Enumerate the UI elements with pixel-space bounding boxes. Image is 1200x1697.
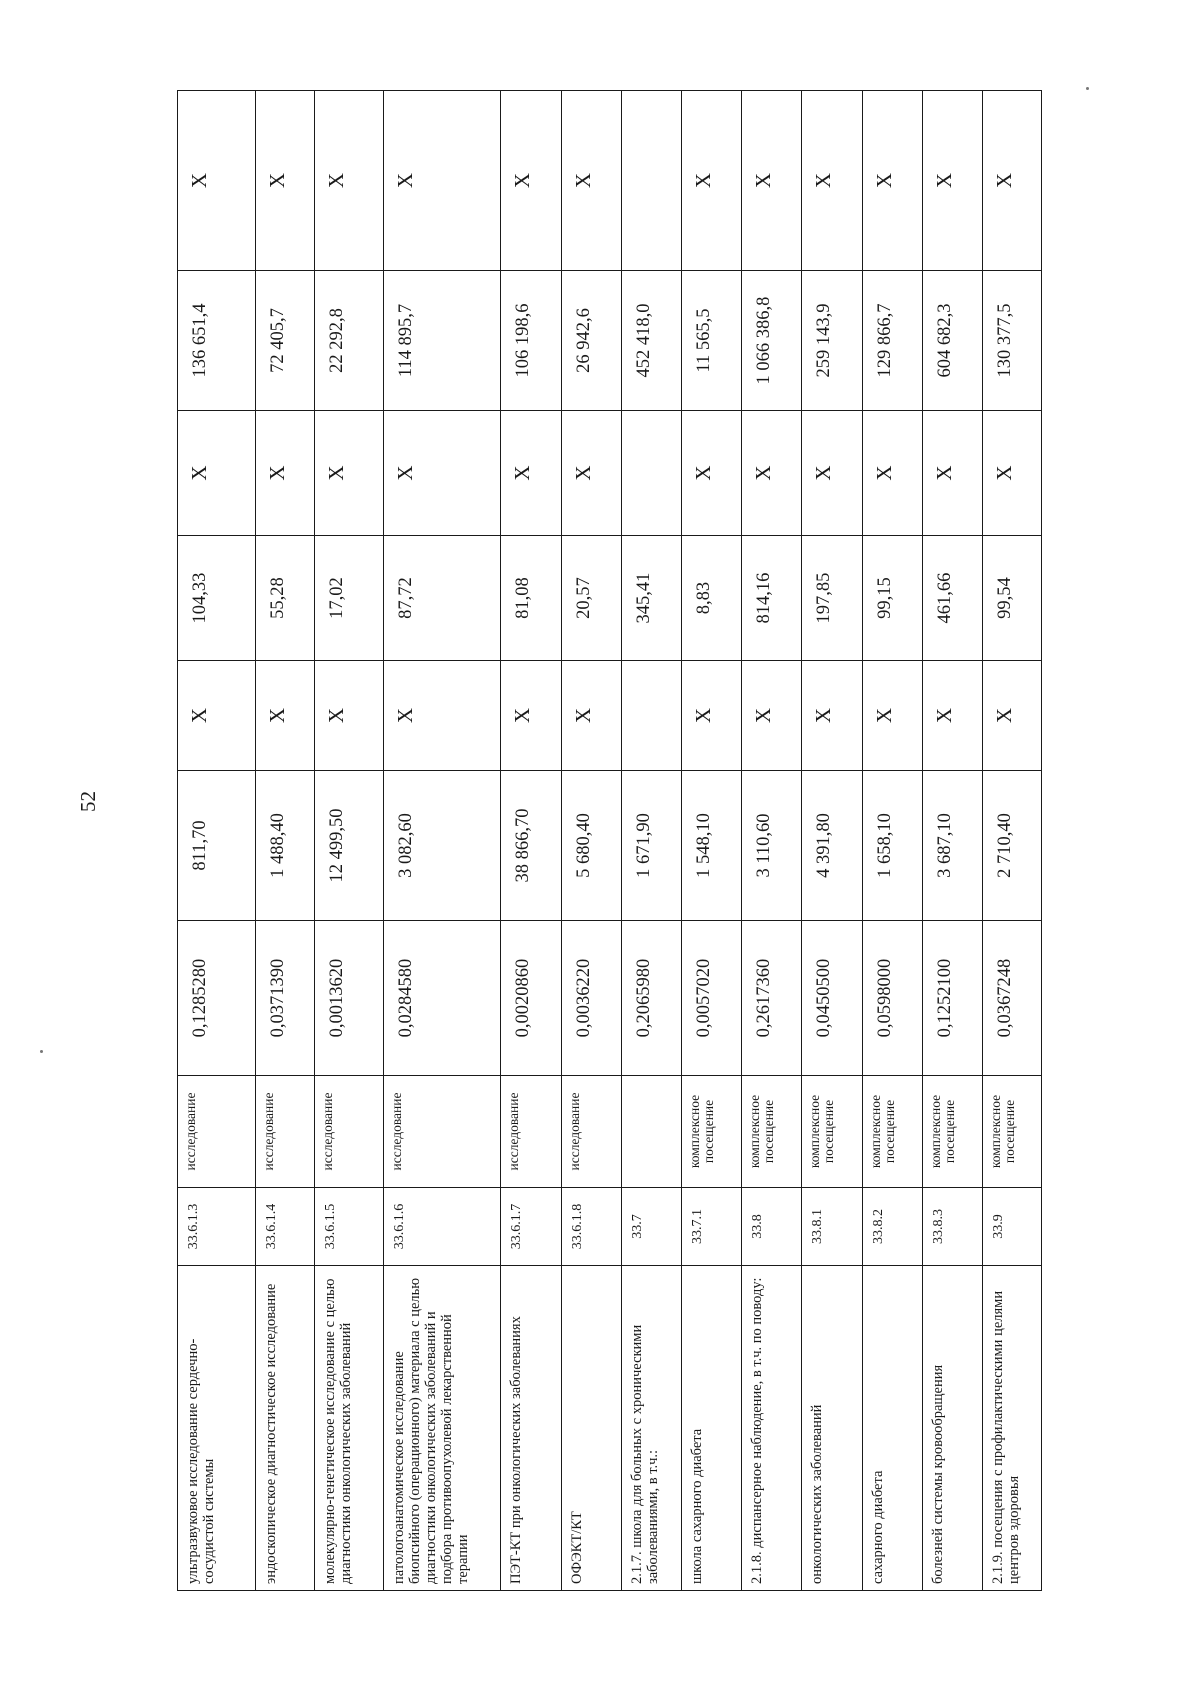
oms-per-capita: 55,28 — [255, 536, 314, 661]
service-name: ПЭТ-КТ при онкологических заболеваниях — [501, 1266, 562, 1591]
share-percent: X — [682, 91, 742, 271]
unit-of-measure: комплексное посещение — [682, 1076, 742, 1188]
share-percent: X — [562, 91, 621, 271]
oms-total: 22 292,8 — [315, 271, 384, 411]
share-percent: X — [501, 91, 562, 271]
budget-per-capita: X — [982, 661, 1041, 771]
row-code: 33.8 — [742, 1188, 801, 1266]
cost-per-unit: 1 488,40 — [255, 771, 314, 921]
table-row — [682, 91, 742, 1591]
row-code: 33.7.1 — [682, 1188, 742, 1266]
unit-of-measure: исследование — [178, 1076, 256, 1188]
service-name: онкологических заболеваний — [801, 1266, 862, 1591]
cost-per-unit: 3 687,10 — [923, 771, 982, 921]
share-percent: X — [862, 91, 922, 271]
volume-norm: 0,0367248 — [982, 921, 1041, 1076]
unit-of-measure: исследование — [501, 1076, 562, 1188]
volume-norm: 0,0020860 — [501, 921, 562, 1076]
budget-total: X — [315, 411, 384, 536]
service-name: молекулярно-генетическое исследование с целью диагностики онкологических заболеваний — [315, 1266, 384, 1591]
volume-norm: 0,0057020 — [682, 921, 742, 1076]
oms-per-capita: 99,54 — [982, 536, 1041, 661]
unit-of-measure: исследование — [315, 1076, 384, 1188]
table-row — [315, 91, 384, 1591]
row-code: 33.6.1.8 — [562, 1188, 621, 1266]
budget-per-capita: X — [923, 661, 982, 771]
volume-norm: 0,0013620 — [315, 921, 384, 1076]
row-code: 33.7 — [621, 1188, 681, 1266]
tariff-table — [177, 90, 1042, 1591]
unit-of-measure: комплексное посещение — [982, 1076, 1041, 1188]
oms-total: 452 418,0 — [621, 271, 681, 411]
oms-per-capita: 81,08 — [501, 536, 562, 661]
oms-per-capita: 20,57 — [562, 536, 621, 661]
row-code: 33.6.1.6 — [383, 1188, 501, 1266]
share-percent — [621, 91, 681, 271]
row-code: 33.6.1.3 — [178, 1188, 256, 1266]
row-code: 33.8.2 — [862, 1188, 922, 1266]
budget-total: X — [682, 411, 742, 536]
service-name: школа сахарного диабета — [682, 1266, 742, 1591]
service-name: ультразвуковое исследование сердечно-сосудистой системы — [178, 1266, 256, 1591]
volume-norm: 0,2065980 — [621, 921, 681, 1076]
volume-norm: 0,1252100 — [923, 921, 982, 1076]
table-row — [801, 91, 862, 1591]
budget-per-capita: X — [383, 661, 501, 771]
table-row — [562, 91, 621, 1591]
budget-total: X — [982, 411, 1041, 536]
budget-per-capita: X — [862, 661, 922, 771]
budget-per-capita: X — [501, 661, 562, 771]
unit-of-measure: комплексное посещение — [862, 1076, 922, 1188]
oms-per-capita: 814,16 — [742, 536, 801, 661]
oms-per-capita: 17,02 — [315, 536, 384, 661]
row-code: 33.6.1.7 — [501, 1188, 562, 1266]
row-code: 33.8.3 — [923, 1188, 982, 1266]
budget-per-capita: X — [255, 661, 314, 771]
oms-total: 72 405,7 — [255, 271, 314, 411]
oms-total: 114 895,7 — [383, 271, 501, 411]
row-code: 33.6.1.5 — [315, 1188, 384, 1266]
cost-per-unit: 2 710,40 — [982, 771, 1041, 921]
oms-total: 1 066 386,8 — [742, 271, 801, 411]
cost-per-unit: 1 671,90 — [621, 771, 681, 921]
cost-per-unit: 4 391,80 — [801, 771, 862, 921]
budget-total: X — [501, 411, 562, 536]
share-percent: X — [255, 91, 314, 271]
share-percent: X — [982, 91, 1041, 271]
budget-per-capita: X — [178, 661, 256, 771]
service-name: сахарного диабета — [862, 1266, 922, 1591]
unit-of-measure: исследование — [562, 1076, 621, 1188]
row-code: 33.6.1.4 — [255, 1188, 314, 1266]
volume-norm: 0,0450500 — [801, 921, 862, 1076]
budget-total: X — [862, 411, 922, 536]
oms-total: 106 198,6 — [501, 271, 562, 411]
unit-of-measure: комплексное посещение — [801, 1076, 862, 1188]
row-code: 33.9 — [982, 1188, 1041, 1266]
service-name: патологоанатомическое исследование биопсийного (операционного) материала с целью диагностики онкологических заболеваний и подбора противоопухолевой лекарственной терапии — [383, 1266, 501, 1591]
oms-per-capita: 461,66 — [923, 536, 982, 661]
oms-total: 129 866,7 — [862, 271, 922, 411]
oms-total: 11 565,5 — [682, 271, 742, 411]
table-row — [501, 91, 562, 1591]
budget-total: X — [742, 411, 801, 536]
budget-per-capita: X — [315, 661, 384, 771]
budget-per-capita — [621, 661, 681, 771]
table-row — [982, 91, 1041, 1591]
cost-per-unit: 38 866,70 — [501, 771, 562, 921]
oms-per-capita: 8,83 — [682, 536, 742, 661]
oms-total: 604 682,3 — [923, 271, 982, 411]
cost-per-unit: 1 548,10 — [682, 771, 742, 921]
oms-per-capita: 99,15 — [862, 536, 922, 661]
budget-per-capita: X — [562, 661, 621, 771]
volume-norm: 0,0598000 — [862, 921, 922, 1076]
cost-per-unit: 3 110,60 — [742, 771, 801, 921]
volume-norm: 0,0371390 — [255, 921, 314, 1076]
volume-norm: 0,0284580 — [383, 921, 501, 1076]
oms-total: 130 377,5 — [982, 271, 1041, 411]
service-name: 2.1.9. посещения с профилактическими целями центров здоровья — [982, 1266, 1041, 1591]
share-percent: X — [383, 91, 501, 271]
table-row — [178, 91, 256, 1591]
table-row — [383, 91, 501, 1591]
budget-total: X — [562, 411, 621, 536]
scan-speck — [1086, 87, 1089, 90]
cost-per-unit: 3 082,60 — [383, 771, 501, 921]
unit-of-measure: исследование — [255, 1076, 314, 1188]
cost-per-unit: 1 658,10 — [862, 771, 922, 921]
budget-total: X — [178, 411, 256, 536]
scan-speck — [40, 1050, 43, 1053]
page-number: 52 — [76, 791, 100, 812]
table-row — [255, 91, 314, 1591]
oms-per-capita: 104,33 — [178, 536, 256, 661]
share-percent: X — [923, 91, 982, 271]
volume-norm: 0,0036220 — [562, 921, 621, 1076]
budget-total: X — [923, 411, 982, 536]
oms-per-capita: 345,41 — [621, 536, 681, 661]
table-row — [862, 91, 922, 1591]
unit-of-measure: комплексное посещение — [923, 1076, 982, 1188]
cost-per-unit: 12 499,50 — [315, 771, 384, 921]
budget-total: X — [801, 411, 862, 536]
service-name: 2.1.7. школа для больных с хроническими заболеваниями, в т.ч.: — [621, 1266, 681, 1591]
cost-per-unit: 811,70 — [178, 771, 256, 921]
volume-norm: 0,1285280 — [178, 921, 256, 1076]
oms-per-capita: 197,85 — [801, 536, 862, 661]
service-name: ОФЭКТ/КТ — [562, 1266, 621, 1591]
volume-norm: 0,2617360 — [742, 921, 801, 1076]
unit-of-measure: комплексное посещение — [742, 1076, 801, 1188]
oms-per-capita: 87,72 — [383, 536, 501, 661]
service-name: 2.1.8. диспансерное наблюдение, в т.ч. по поводу: — [742, 1266, 801, 1591]
table-row — [923, 91, 982, 1591]
row-code: 33.8.1 — [801, 1188, 862, 1266]
table-row — [742, 91, 801, 1591]
budget-per-capita: X — [682, 661, 742, 771]
budget-total: X — [255, 411, 314, 536]
share-percent: X — [315, 91, 384, 271]
oms-total: 259 143,9 — [801, 271, 862, 411]
oms-total: 26 942,6 — [562, 271, 621, 411]
unit-of-measure — [621, 1076, 681, 1188]
unit-of-measure: исследование — [383, 1076, 501, 1188]
budget-total — [621, 411, 681, 536]
share-percent: X — [178, 91, 256, 271]
service-name: болезней системы кровообращения — [923, 1266, 982, 1591]
budget-total: X — [383, 411, 501, 536]
budget-per-capita: X — [801, 661, 862, 771]
rotated-table-wrapper — [177, 91, 1042, 1591]
table-row — [621, 91, 681, 1591]
share-percent: X — [801, 91, 862, 271]
share-percent: X — [742, 91, 801, 271]
cost-per-unit: 5 680,40 — [562, 771, 621, 921]
budget-per-capita: X — [742, 661, 801, 771]
oms-total: 136 651,4 — [178, 271, 256, 411]
service-name: эндоскопическое диагностическое исследование — [255, 1266, 314, 1591]
